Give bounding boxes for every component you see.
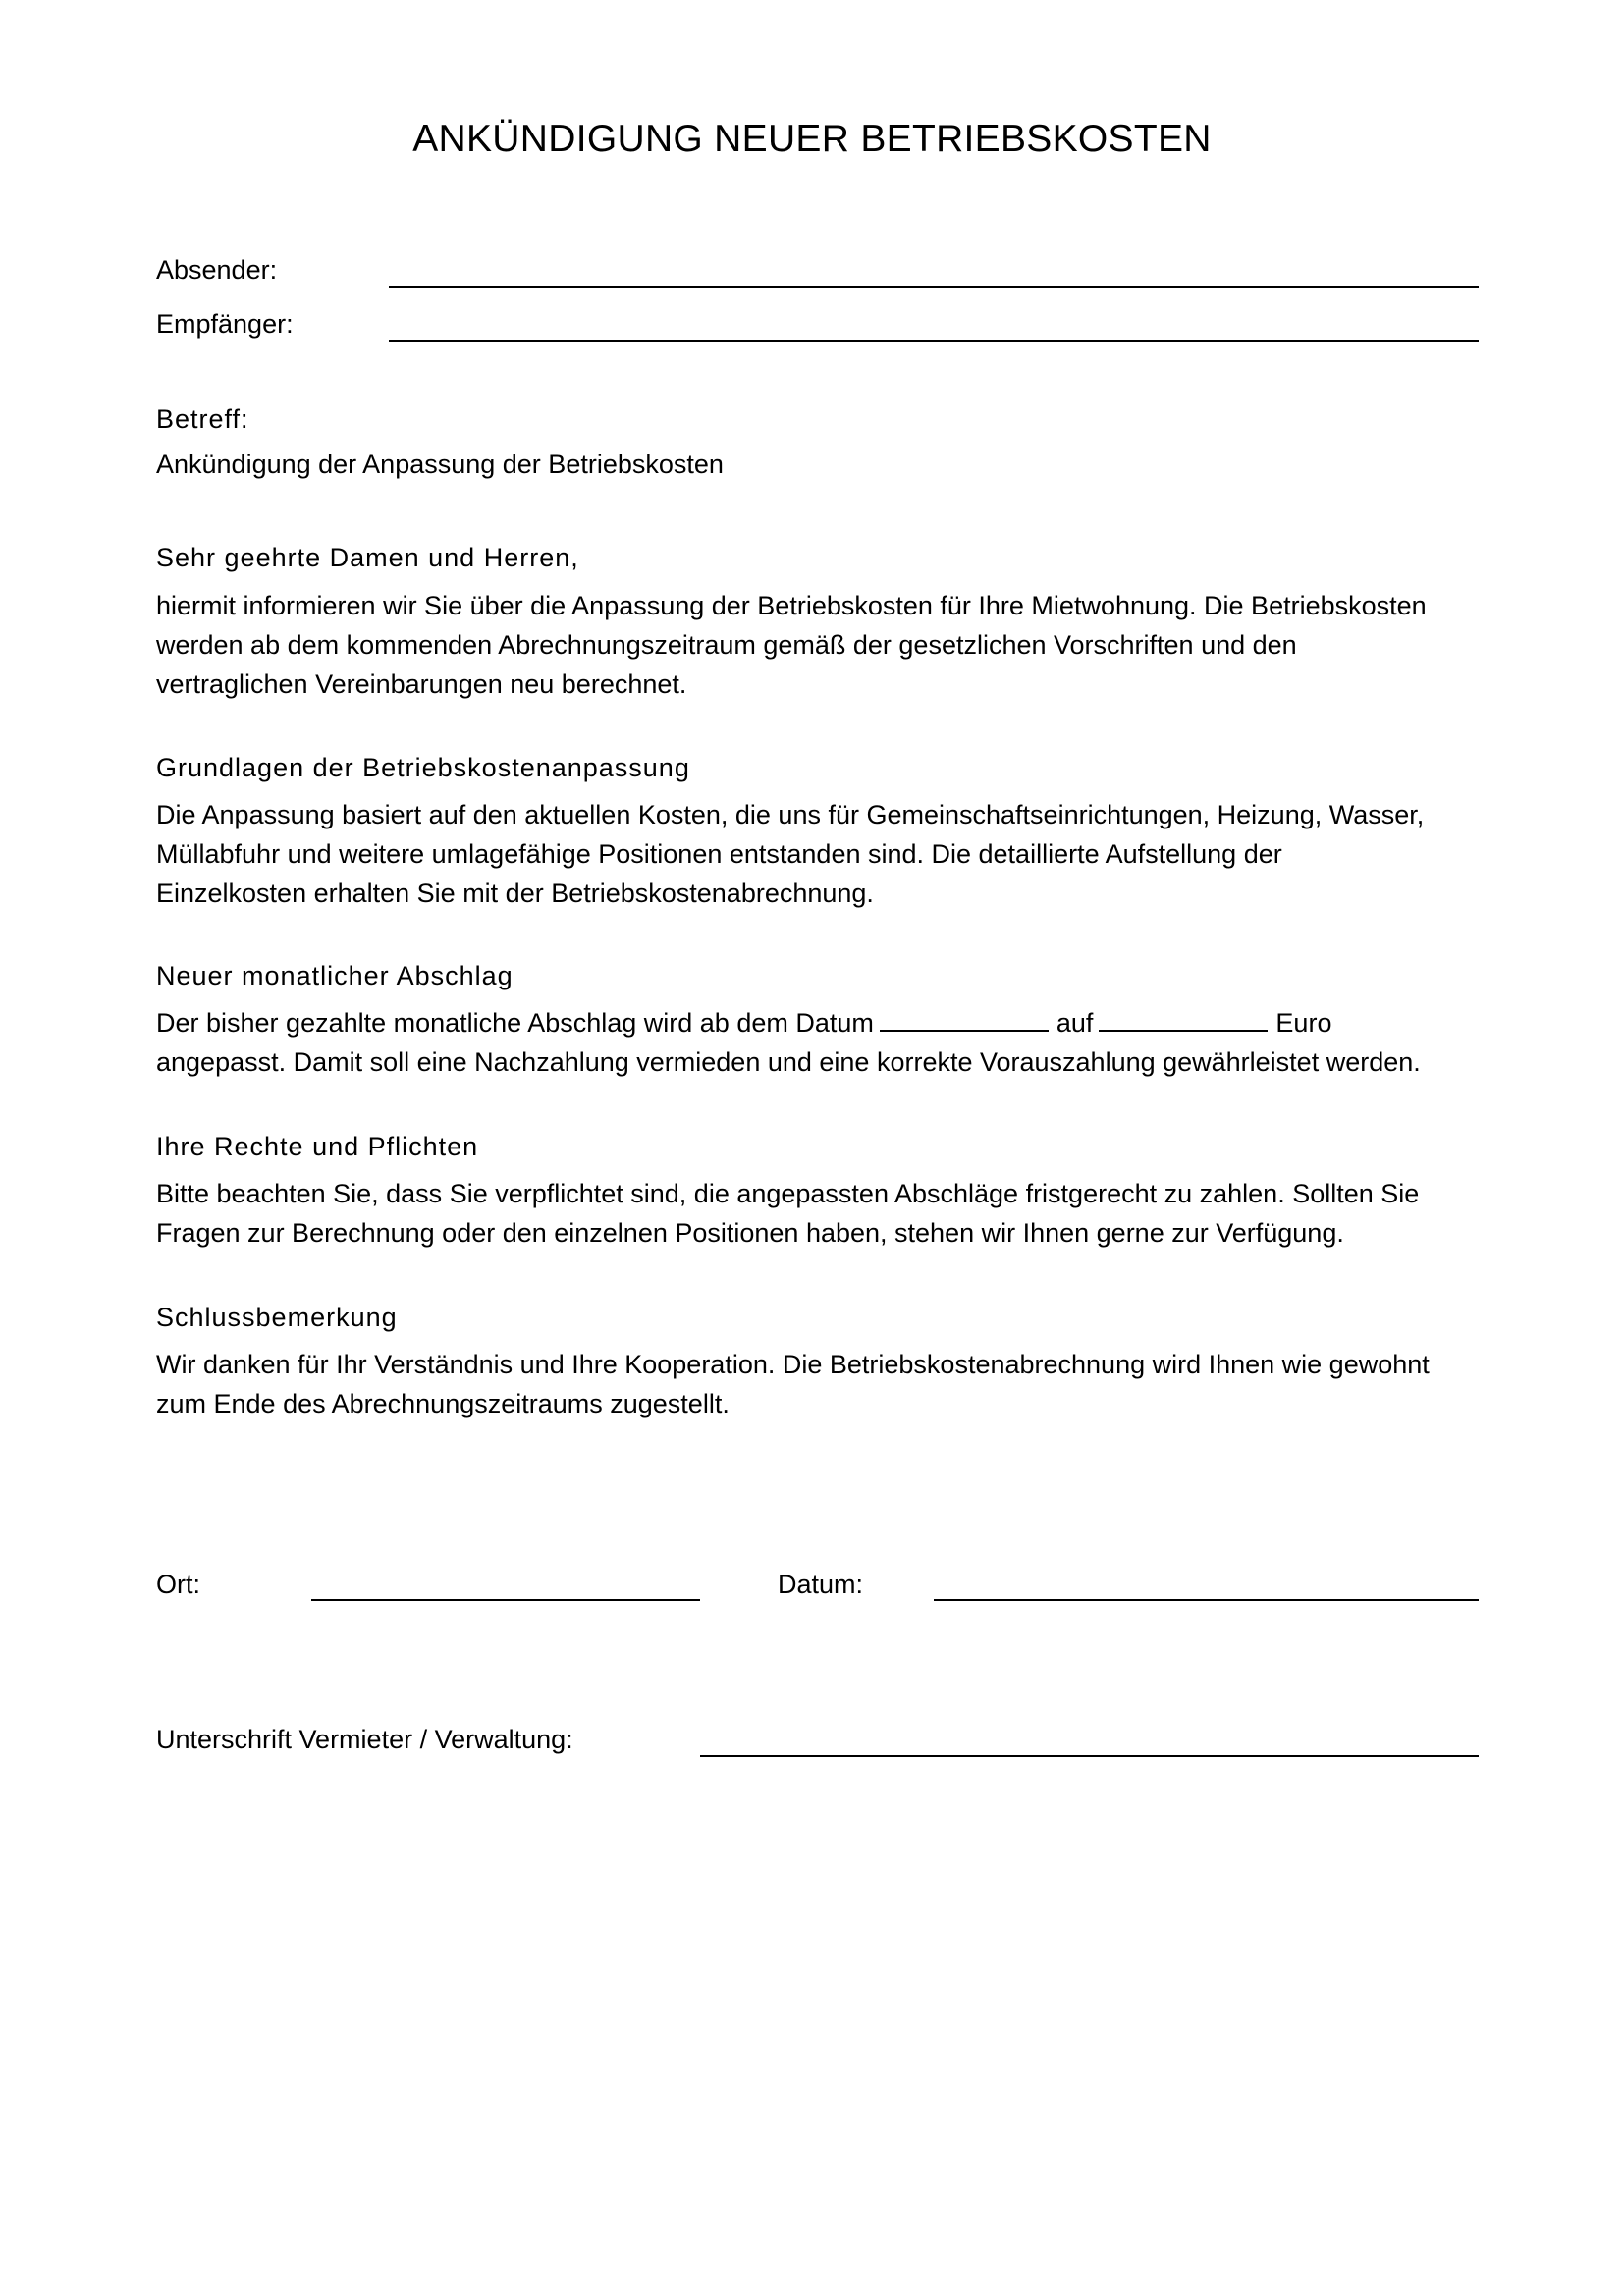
section-heading-rechte: Ihre Rechte und Pflichten — [156, 1132, 479, 1161]
intro-line: vertraglichen Vereinbarungen neu berechnet. — [156, 669, 687, 699]
document-title: ANKÜNDIGUNG NEUER BETRIEBSKOSTEN — [412, 118, 1212, 160]
paragraph-line: Bitte beachten Sie, dass Sie verpflichtet sind, die angepassten Abschläge fristgerecht zu zahlen. Sollten Sie — [156, 1179, 1420, 1208]
recipient-label: Empfänger: — [156, 309, 294, 339]
paragraph-line — [156, 1003, 1491, 1042]
paragraph-line: Einzelkosten erhalten Sie mit der Betriebskostenabrechnung. — [156, 879, 874, 908]
abschlag-text-part3: Euro — [1275, 1008, 1332, 1038]
paragraph-line: Wir danken für Ihr Verständnis und Ihre Kooperation. Die Betriebskostenabrechnung wird Ihnen wie gewohnt — [156, 1350, 1430, 1379]
place-label: Ort: — [156, 1570, 200, 1599]
section-heading-grundlagen: Grundlagen der Betriebskostenanpassung — [156, 753, 690, 782]
abschlag-text-part1: Der bisher gezahlte monatliche Abschlag wird ab dem Datum — [156, 1008, 874, 1038]
paragraph-line: Fragen zur Berechnung oder den einzelnen Positionen haben, stehen wir Ihnen gerne zur Verfügung. — [156, 1218, 1344, 1248]
section-heading-schluss: Schlussbemerkung — [156, 1303, 398, 1332]
section-paragraph-schluss — [156, 1345, 1491, 1423]
date-field-line[interactable] — [934, 1599, 1479, 1601]
paragraph-line: angepasst. Damit soll eine Nachzahlung vermieden und eine korrekte Vorauszahlung gewährleistet werden. — [156, 1047, 1421, 1077]
paragraph-line: zum Ende des Abrechnungszeitraums zugestellt. — [156, 1389, 730, 1418]
sender-label: Absender: — [156, 255, 278, 285]
subject-text: Ankündigung der Anpassung der Betriebskosten — [156, 450, 724, 479]
paragraph-line: Die Anpassung basiert auf den aktuellen Kosten, die uns für Gemeinschaftseinrichtungen, Heizung, Wasser, — [156, 800, 1425, 829]
greeting: Sehr geehrte Damen und Herren, — [156, 543, 579, 572]
sender-field-line[interactable] — [389, 286, 1479, 288]
signature-field-line[interactable] — [700, 1755, 1479, 1757]
recipient-field-line[interactable] — [389, 340, 1479, 342]
amount-blank-field[interactable] — [1099, 1004, 1268, 1032]
paragraph-line: Müllabfuhr und weitere umlagefähige Positionen entstanden sind. Die detaillierte Aufstellung der — [156, 839, 1282, 869]
subject-label: Betreff: — [156, 404, 249, 434]
place-field-line[interactable] — [311, 1599, 700, 1601]
intro-line: hiermit informieren wir Sie über die Anpassung der Betriebskosten für Ihre Mietwohnung. Die Betriebskosten — [156, 591, 1427, 620]
signature-label: Unterschrift Vermieter / Verwaltung: — [156, 1725, 573, 1754]
intro-paragraph — [156, 586, 1491, 704]
date-blank-field[interactable] — [880, 1004, 1049, 1032]
abschlag-text-part2: auf — [1056, 1008, 1094, 1038]
intro-line: werden ab dem kommenden Abrechnungszeitraum gemäß der gesetzlichen Vorschriften und den — [156, 630, 1297, 660]
date-label: Datum: — [778, 1570, 864, 1599]
section-heading-abschlag: Neuer monatlicher Abschlag — [156, 961, 514, 990]
section-paragraph-rechte — [156, 1174, 1491, 1253]
section-paragraph-abschlag — [156, 1003, 1491, 1082]
section-paragraph-grundlagen — [156, 795, 1491, 913]
